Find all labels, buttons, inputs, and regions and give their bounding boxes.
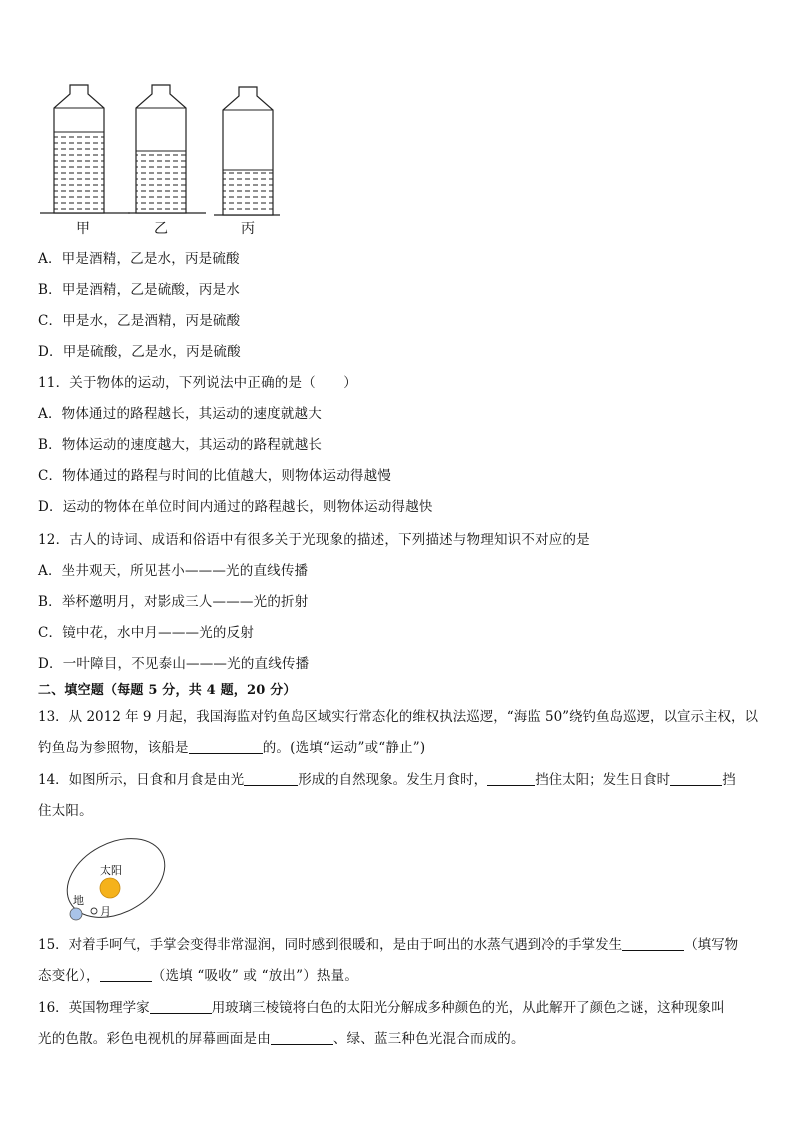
q15-text-b: （填写物 bbox=[684, 937, 739, 953]
q14-line2: 住太阳。 bbox=[38, 803, 93, 819]
q14-text-c: 挡住太阳；发生日食时 bbox=[535, 772, 671, 788]
eclipse-figure bbox=[60, 832, 200, 927]
earth-icon bbox=[70, 908, 82, 920]
q13-blank[interactable] bbox=[189, 739, 263, 754]
q12-option-b: B．举杯邀明月，对影成三人———光的折射 bbox=[38, 594, 309, 610]
bottle-yi bbox=[128, 85, 206, 213]
q15-line1 bbox=[38, 936, 738, 954]
sun-icon bbox=[100, 878, 120, 898]
q14-blank-2[interactable] bbox=[487, 771, 535, 786]
bottle-bing bbox=[214, 87, 280, 215]
q16-text-d: 、绿、蓝三种色光混合而成的。 bbox=[332, 1031, 525, 1047]
q15-blank-2[interactable] bbox=[100, 967, 152, 982]
q12-option-c: C．镜中花，水中月———光的反射 bbox=[38, 625, 255, 641]
q16-blank-2[interactable] bbox=[271, 1030, 333, 1045]
q12-option-d: D．一叶障目，不见泰山———光的直线传播 bbox=[38, 656, 310, 672]
earth-label: 地 bbox=[73, 894, 84, 907]
q10-option-a: A．甲是酒精，乙是水，丙是硫酸 bbox=[38, 251, 240, 267]
q14-text-b: 形成的自然现象。发生月食时， bbox=[298, 772, 488, 788]
q10-option-d: D．甲是硫酸，乙是水，丙是硫酸 bbox=[38, 344, 241, 360]
q14-line1 bbox=[38, 771, 736, 789]
q15-text-a: 15．对着手呵气，手掌会变得非常湿润，同时感到很暖和，是由于呵出的水蒸气遇到冷的手掌发生 bbox=[38, 937, 623, 953]
q11-option-a: A．物体通过的路程越长，其运动的速度就越大 bbox=[38, 406, 322, 422]
q13-text-a: 钓鱼岛为参照物，该船是 bbox=[38, 740, 189, 756]
q15-text-d: （选填 “吸收” 或 “放出”）热量。 bbox=[151, 968, 359, 984]
sun-label: 太阳 bbox=[100, 864, 122, 877]
q16-text-a: 16．英国物理学家 bbox=[38, 1000, 150, 1016]
q16-text-b: 用玻璃三棱镜将白色的太阳光分解成多种颜色的光，从此解开了颜色之谜，这种现象叫 bbox=[211, 1000, 725, 1016]
q13-line2 bbox=[38, 739, 425, 757]
q16-text-c: 光的色散。彩色电视机的屏幕画面是由 bbox=[38, 1031, 271, 1047]
bottle-label-jia: 甲 bbox=[76, 221, 90, 237]
q14-blank-3[interactable] bbox=[670, 771, 722, 786]
bottles-figure bbox=[36, 80, 296, 240]
bottle-label-yi: 乙 bbox=[154, 221, 168, 237]
q14-text-d: 挡 bbox=[722, 772, 736, 788]
bottle-label-bing: 丙 bbox=[241, 221, 255, 237]
q12-stem: 12．古人的诗词、成语和俗语中有很多关于光现象的描述，下列描述与物理知识不对应的是 bbox=[38, 532, 590, 548]
section-2-title: 二、填空题（每题 5 分，共 4 题，20 分） bbox=[38, 683, 297, 698]
q15-line2 bbox=[38, 967, 358, 985]
q12-option-a: A．坐井观天，所见甚小———光的直线传播 bbox=[38, 563, 309, 579]
q14-blank-1[interactable] bbox=[244, 771, 298, 786]
q16-line2 bbox=[38, 1030, 525, 1048]
moon-icon bbox=[91, 908, 97, 914]
q13-line1: 13．从 2012 年 9 月起，我国海监对钓鱼岛区域实行常态化的维权执法巡逻，“海监 50”绕钓鱼岛巡逻，以宣示主权，以 bbox=[38, 709, 759, 725]
q10-option-c: C．甲是水，乙是酒精，丙是硫酸 bbox=[38, 313, 241, 329]
q10-option-b: B．甲是酒精，乙是硫酸，丙是水 bbox=[38, 282, 240, 298]
q11-stem: 11．关于物体的运动，下列说法中正确的是（ ） bbox=[38, 375, 357, 391]
q13-text-b: 的。(选填“运动”或“静止”) bbox=[262, 740, 426, 756]
q11-option-c: C．物体通过的路程与时间的比值越大，则物体运动得越慢 bbox=[38, 468, 392, 484]
q11-option-b: B．物体运动的速度越大，其运动的路程就越长 bbox=[38, 437, 323, 453]
bottle-jia bbox=[40, 85, 130, 213]
q15-text-c: 态变化）， bbox=[38, 968, 100, 984]
q16-line1 bbox=[38, 999, 725, 1017]
q15-blank-1[interactable] bbox=[622, 936, 684, 951]
q14-text-a: 14．如图所示，日食和月食是由光 bbox=[38, 772, 245, 788]
q11-option-d: D．运动的物体在单位时间内通过的路程越长，则物体运动得越快 bbox=[38, 499, 433, 515]
q16-blank-1[interactable] bbox=[150, 999, 212, 1014]
moon-label: 月 bbox=[100, 905, 111, 918]
